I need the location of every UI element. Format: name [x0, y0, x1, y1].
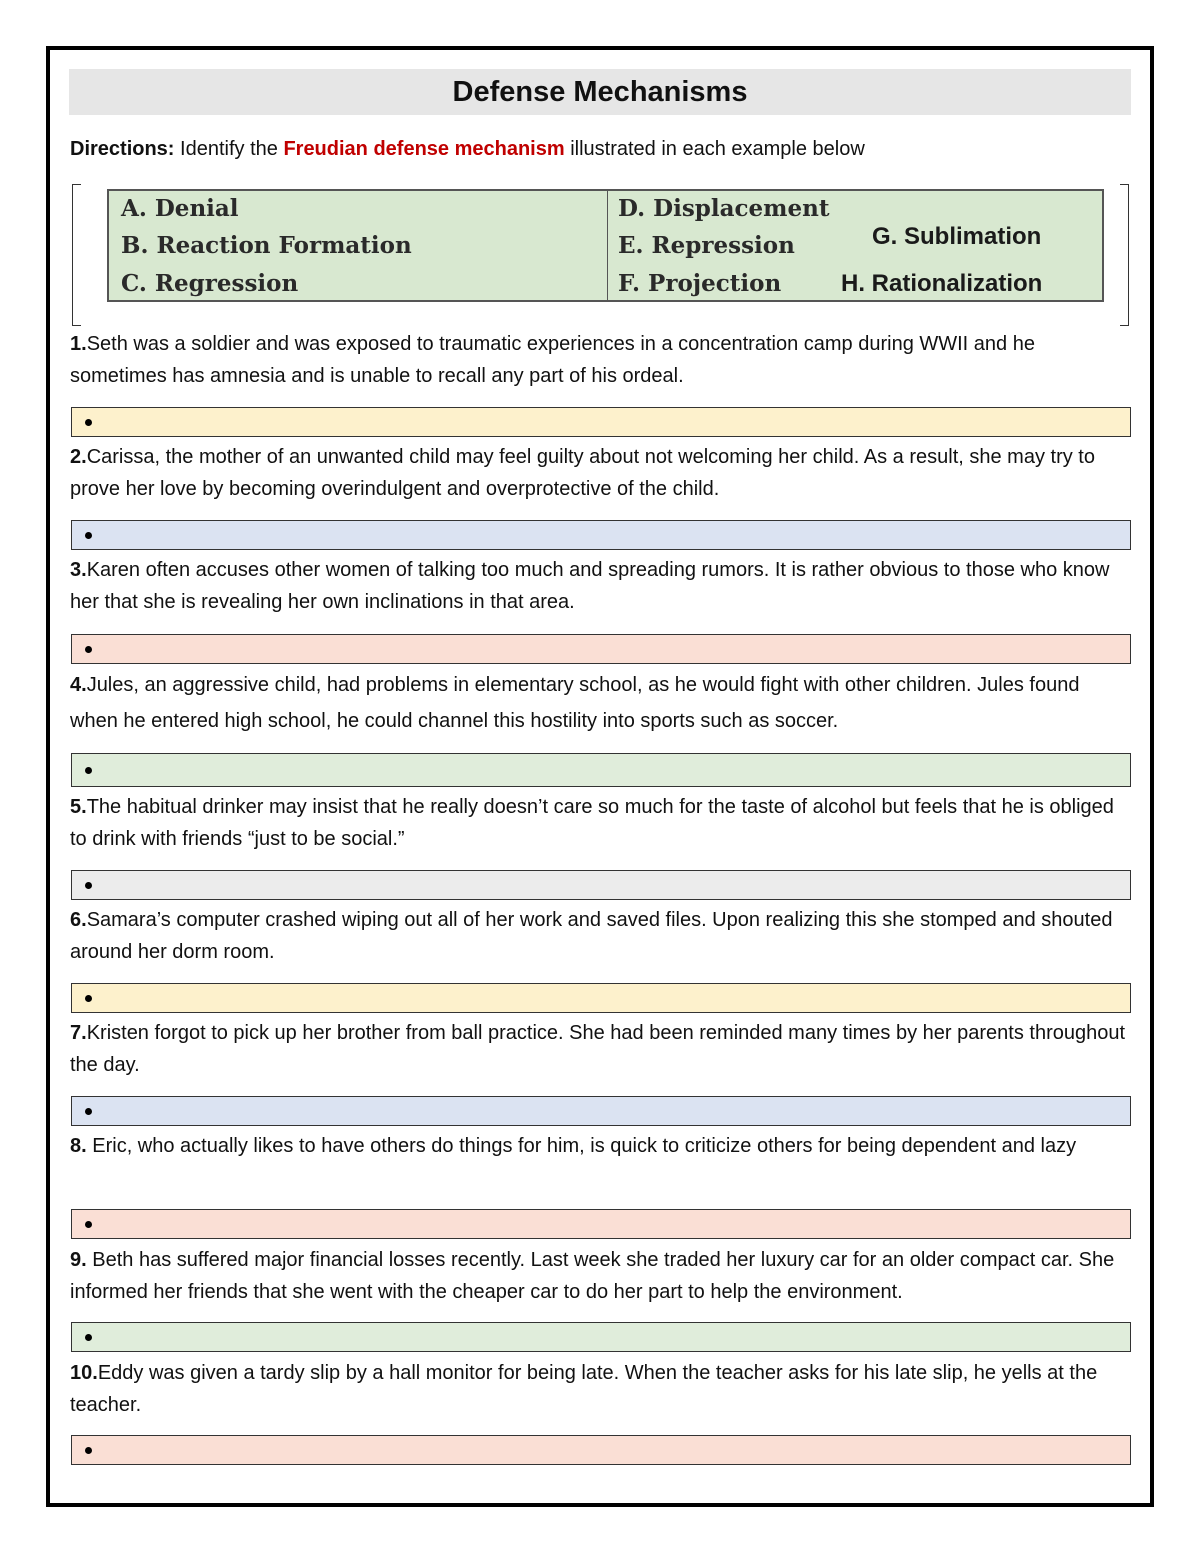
question-text: Seth was a soldier and was exposed to traumatic experiences in a concentration camp during WWII and he sometimes has amnesia and is unable to recall any part of his ordeal.	[70, 333, 1035, 387]
answer-field-2[interactable]	[71, 520, 1131, 550]
bullet-icon	[85, 882, 92, 889]
question-text: The habitual drinker may insist that he really doesn’t care so much for the taste of alcohol but feels that he is obliged to drink with friends “just to be social.”	[70, 796, 1114, 850]
question-text: Kristen forgot to pick up her brother from ball practice. She had been reminded many times by her parents throughout the day.	[70, 1022, 1126, 1076]
question-number: 10.	[70, 1362, 98, 1384]
bullet-icon	[85, 1221, 92, 1228]
bullet-icon	[85, 1334, 92, 1341]
directions-text-before: Identify the	[180, 138, 278, 160]
bullet-icon	[85, 1447, 92, 1454]
question-1	[70, 328, 1132, 392]
option-h: H. Rationalization	[841, 270, 1043, 297]
question-text: Jules, an aggressive child, had problems in elementary school, as he would fight with other children. Jules found when he entered high school, he could channel this hostility into sports such as soccer.	[70, 674, 1080, 732]
question-10	[70, 1357, 1132, 1421]
directions-highlight: Freudian defense mechanism	[283, 138, 565, 160]
options-bracket-right	[1120, 184, 1129, 326]
answer-field-9[interactable]	[71, 1322, 1131, 1352]
question-6	[70, 904, 1132, 968]
question-3	[70, 554, 1132, 618]
question-text: Eric, who actually likes to have others do things for him, is quick to criticize others for being dependent and lazy	[86, 1135, 1077, 1157]
directions-label: Directions:	[70, 138, 175, 160]
question-5	[70, 791, 1132, 855]
question-2	[70, 441, 1132, 505]
answer-field-7[interactable]	[71, 1096, 1131, 1126]
option-a: A. Denial	[121, 195, 239, 222]
question-number: 9.	[70, 1249, 87, 1271]
question-number: 2.	[70, 446, 87, 468]
question-9	[70, 1244, 1132, 1308]
question-text: Karen often accuses other women of talking too much and spreading rumors. It is rather obvious to those who know her that she is revealing her own inclinations in that area.	[70, 559, 1110, 613]
directions	[70, 138, 865, 161]
option-d: D. Displacement	[618, 195, 830, 222]
answer-field-8[interactable]	[71, 1209, 1131, 1239]
options-divider	[607, 191, 608, 300]
bullet-icon	[85, 419, 92, 426]
bullet-icon	[85, 532, 92, 539]
answer-field-3[interactable]	[71, 634, 1131, 664]
question-7	[70, 1017, 1132, 1081]
directions-text-after: illustrated in each example below	[570, 138, 865, 160]
bullet-icon	[85, 1108, 92, 1115]
option-b: B. Reaction Formation	[121, 232, 412, 259]
question-number: 7.	[70, 1022, 87, 1044]
answer-field-5[interactable]	[71, 870, 1131, 900]
question-text: Carissa, the mother of an unwanted child may feel guilty about not welcoming her child. As a result, she may try to prove her love by becoming overindulgent and overprotective of the child.	[70, 446, 1095, 500]
question-text: Beth has suffered major financial losses recently. Last week she traded her luxury car for an older compact car. She informed her friends that she went with the cheaper car to do her part to help the environment.	[70, 1249, 1115, 1303]
option-c: C. Regression	[121, 270, 299, 297]
options-box	[107, 189, 1104, 302]
option-g: G. Sublimation	[872, 223, 1042, 250]
question-number: 6.	[70, 909, 87, 931]
question-4	[70, 667, 1132, 739]
bullet-icon	[85, 646, 92, 653]
answer-field-1[interactable]	[71, 407, 1131, 437]
question-text: Samara’s computer crashed wiping out all of her work and saved files. Upon realizing this she stomped and shouted around her dorm room.	[70, 909, 1113, 963]
page-title	[69, 69, 1131, 115]
option-f: F. Projection	[618, 270, 782, 297]
question-number: 8.	[70, 1135, 87, 1157]
question-8	[70, 1130, 1132, 1162]
bullet-icon	[85, 995, 92, 1002]
options-bracket-left	[72, 184, 81, 326]
answer-field-10[interactable]	[71, 1435, 1131, 1465]
bullet-icon	[85, 767, 92, 774]
answer-field-6[interactable]	[71, 983, 1131, 1013]
question-number: 1.	[70, 333, 87, 355]
page-title-text: Defense Mechanisms	[452, 75, 748, 108]
question-number: 4.	[70, 674, 87, 696]
question-number: 5.	[70, 796, 87, 818]
option-e: E. Repression	[618, 232, 795, 259]
question-number: 3.	[70, 559, 87, 581]
question-text: Eddy was given a tardy slip by a hall monitor for being late. When the teacher asks for his late slip, he yells at the teacher.	[70, 1362, 1098, 1416]
answer-field-4[interactable]	[71, 753, 1131, 787]
